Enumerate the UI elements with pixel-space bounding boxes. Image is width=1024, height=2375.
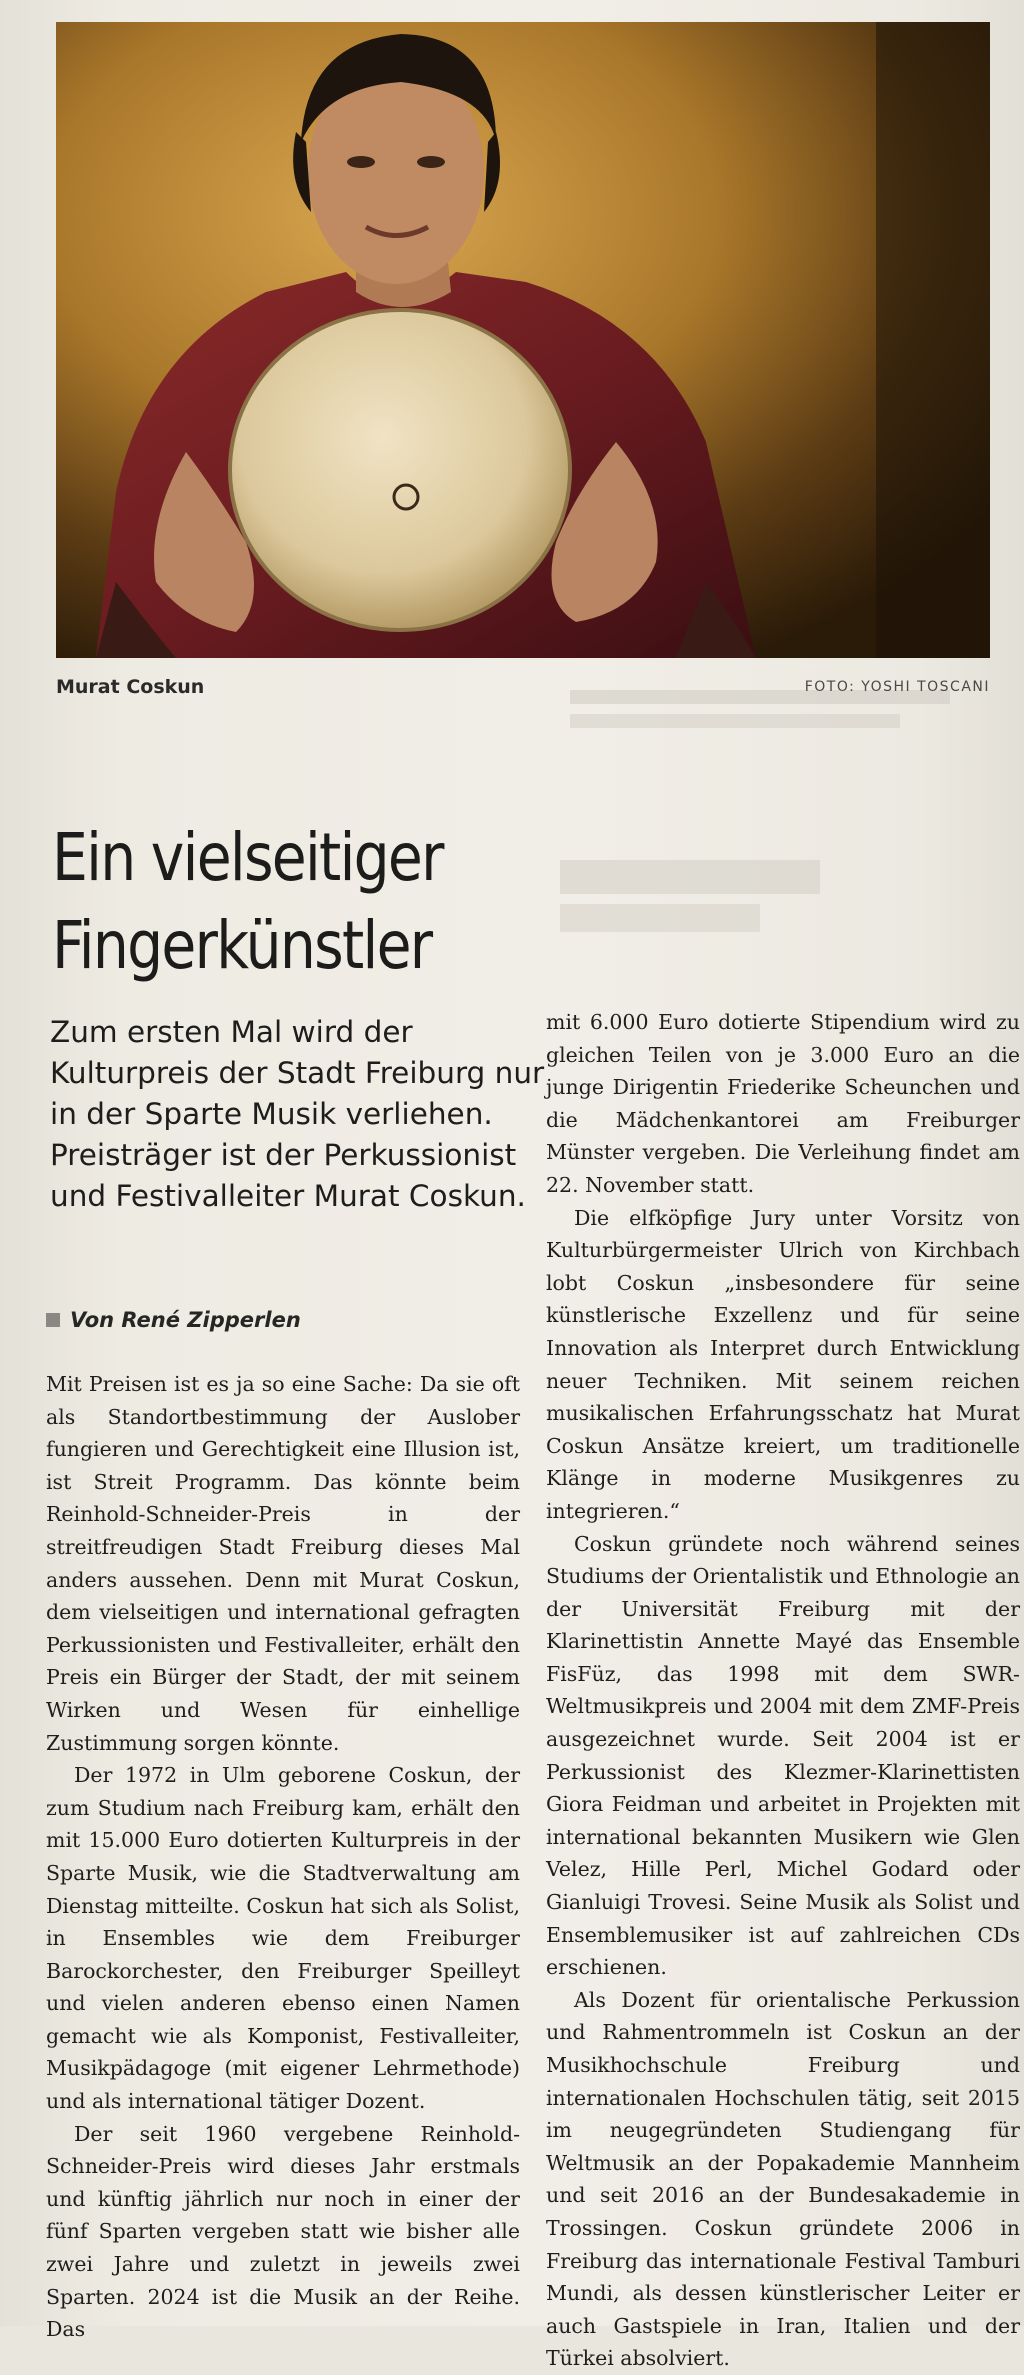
paragraph: Als Dozent für orientalische Perkussion und Rahmentrommeln ist Coskun an der Musikhochschule Freiburg und internationalen Hochschulen tätig, seit 2015 im neugegründeten Studiengang für Weltmusik an der Popakademie Mannheim und seit 2016 an der Bundesakademie in Trossingen. Coskun gründete 2006 in Freiburg das internationale Festival Tamburi Mundi, als dessen künstlerischer Leiter er auch Gastspiele in Iran, Italien und der Türkei absolviert. bbox=[546, 1987, 1020, 2371]
portrait-illustration bbox=[56, 22, 990, 658]
paragraph: mit 6.000 Euro dotierte Stipendium wird zu gleichen Teilen von je 3.000 Euro an die junge Dirigentin Friederike Scheunchen und die Mädchenkantorei am Freiburger Münster vergeben. Die Verleihung findet am 22. November statt. bbox=[546, 1010, 1020, 1197]
portrait-photo bbox=[56, 22, 990, 658]
byline bbox=[46, 1308, 526, 1332]
article-headline bbox=[52, 814, 499, 990]
headline-line-2: Fingerkünstler bbox=[52, 907, 432, 985]
paragraph: Der seit 1960 vergebene Reinhold-Schneider-Preis wird dieses Jahr erstmals und künftig jährlich nur noch in einer der fünf Sparten vergeben statt wie bisher alle zwei Jahre und zuletzt in jeweils zwei Sparten. 2024 ist die Musik an der Reihe. Das bbox=[46, 2121, 520, 2342]
photo-credit: FOTO: YOSHI TOSCANI bbox=[804, 679, 990, 695]
headline-line-1: Ein vielseitiger bbox=[52, 819, 443, 897]
body-column-right bbox=[546, 1006, 1020, 2375]
body-column-left bbox=[46, 1368, 520, 2346]
paragraph: Coskun gründete noch während seines Studiums der Orientalistik und Ethnologie an der Universität Freiburg mit der Klarinettistin Annette Mayé das Ensemble FisFüz, das 1998 mit dem SWR-Weltmusikpreis und 2004 mit dem ZMF-Preis ausgezeichnet wurde. Seit 2004 ist er Perkussionist des Klezmer-Klarinettisten Giora Feidman und arbeitet in Projekten mit international bekannten Musikern wie Glen Velez, Hille Perl, Michel Godard oder Gianluigi Trovesi. Seine Musik als Solist und Ensemblemusiker ist auf zahlreichen CDs erschienen. bbox=[546, 1531, 1020, 1980]
show-through-texture bbox=[560, 690, 990, 990]
photo-caption-name: Murat Coskun bbox=[56, 676, 205, 698]
paragraph: Die elfköpfige Jury unter Vorsitz von Kulturbürgermeister Ulrich von Kirchbach lobt Coskun „insbesondere für seine künstlerische Exzellenz und für seine Innovation als Interpret durch Entwicklung neuer Techniken. Mit seinem reichen musikalischen Erfahrungsschatz hat Murat Coskun Ansätze kreiert, um traditionelle Klänge in moderne Musikgenres zu integrieren.“ bbox=[546, 1205, 1020, 1523]
paragraph: Mit Preisen ist es ja so eine Sache: Da sie oft als Standortbestimmung der Auslober fungieren und Gerechtigkeit eine Illusion ist, ist Streit Programm. Das könnte beim Reinhold-Schneider-Preis in der streitfreudigen Stadt Freiburg dieses Mal anders aussehen. Denn mit Murat Coskun, dem vielseitigen und international gefragten Perkussionisten und Festivalleiter, erhält den Preis ein Bürger der Stadt, der mit seinem Wirken und Wesen für einhellige Zustimmung sorgen könnte. bbox=[46, 1372, 520, 1755]
paragraph: Der 1972 in Ulm geborene Coskun, der zum Studium nach Freiburg kam, erhält den mit 15.000 Euro dotierten Kulturpreis in der Sparte Musik, wie die Stadtverwaltung am Dienstag mitteilte. Coskun hat sich als Solist, in Ensembles wie dem Freiburger Barockorchester, den Freiburger Speilleyt und vielen anderen ebenso einen Namen gemacht wie als Komponist, Festivalleiter, Musikpädagoge (mit eigener Lehrmethode) und als international tätiger Dozent. bbox=[46, 1763, 520, 2114]
article-lead: Zum ersten Mal wird der Kulturpreis der Stadt Freiburg nur in der Sparte Musik verliehen. Preisträger ist der Perkussionist und Festivalleiter Murat Coskun. bbox=[50, 1015, 545, 1213]
byline-square-icon bbox=[46, 1313, 60, 1327]
show-through-ghost bbox=[560, 690, 990, 990]
photo-caption-row bbox=[56, 672, 990, 702]
byline-text: Von René Zipperlen bbox=[70, 1308, 301, 1332]
